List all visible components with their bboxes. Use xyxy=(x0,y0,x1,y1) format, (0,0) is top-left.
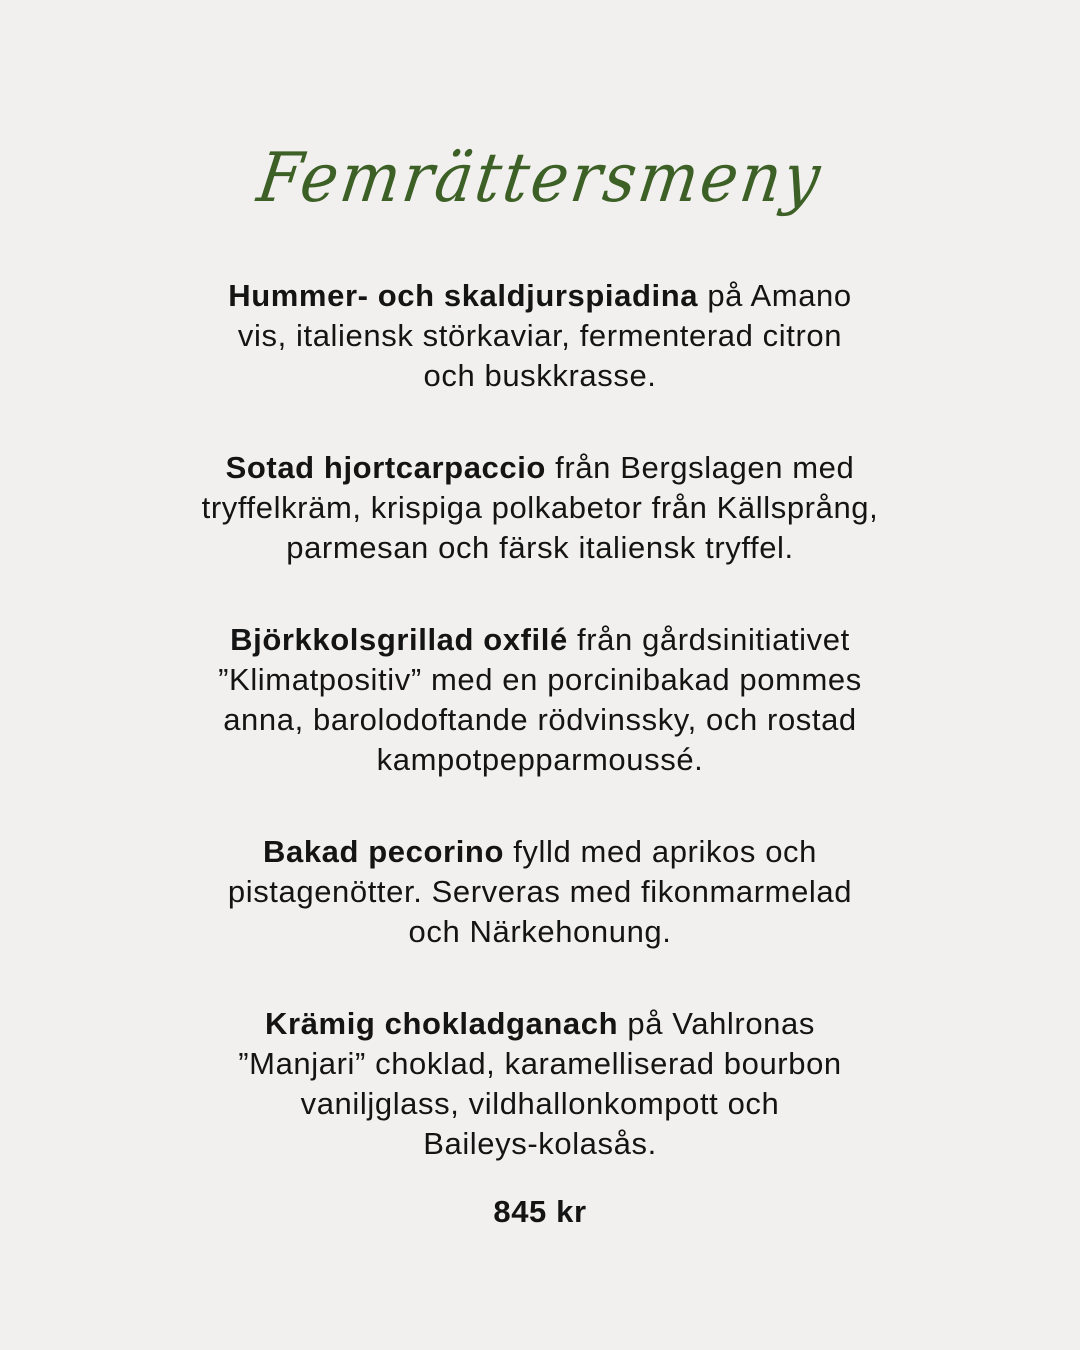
course-line: parmesan och färsk italiensk tryffel. xyxy=(286,530,794,565)
course-line: anna, barolodoftande rödvinssky, och rostad xyxy=(223,702,857,737)
course-line: tryffelkräm, krispiga polkabetor från Källsprång, xyxy=(201,490,879,525)
course-item xyxy=(100,1004,980,1164)
course-line: Sotad hjortcarpaccio från Bergslagen med xyxy=(225,450,855,485)
course-item xyxy=(100,832,980,952)
course-line: och Närkehonung. xyxy=(408,914,672,949)
course-line: ”Klimatpositiv” med en porcinibakad pommes xyxy=(218,662,862,697)
course-name: Sotad hjortcarpaccio xyxy=(225,450,546,485)
course-line: kampotpepparmoussé. xyxy=(376,742,704,777)
course-line: Baileys-kolasås. xyxy=(423,1126,657,1161)
course-line: Björkkolsgrillad oxfilé från gårdsinitiativet xyxy=(230,622,850,657)
course-line: ”Manjari” choklad, karamelliserad bourbon xyxy=(238,1046,842,1081)
course-list xyxy=(100,276,980,1164)
course-name: Bakad pecorino xyxy=(263,834,504,869)
course-name: Krämig chokladganach xyxy=(265,1006,619,1041)
course-item xyxy=(100,620,980,780)
course-name: Björkkolsgrillad oxfilé xyxy=(230,622,568,657)
course-item xyxy=(100,448,980,568)
course-line: och buskkrasse. xyxy=(423,358,657,393)
course-line: vaniljglass, vildhallonkompott och xyxy=(300,1086,780,1121)
course-line: pistagenötter. Serveras med fikonmarmelad xyxy=(227,874,853,909)
menu-title: Femrättersmeny xyxy=(252,138,828,218)
price-label: 845 kr xyxy=(493,1194,587,1229)
course-line: vis, italiensk störkaviar, fermenterad citron xyxy=(237,318,843,353)
course-line: Hummer- och skaldjurspiadina på Amano xyxy=(228,278,852,313)
course-line: Krämig chokladganach på Vahlronas xyxy=(265,1006,815,1041)
course-item xyxy=(100,276,980,396)
course-name: Hummer- och skaldjurspiadina xyxy=(228,278,699,313)
course-line: Bakad pecorino fylld med aprikos och xyxy=(263,834,817,869)
